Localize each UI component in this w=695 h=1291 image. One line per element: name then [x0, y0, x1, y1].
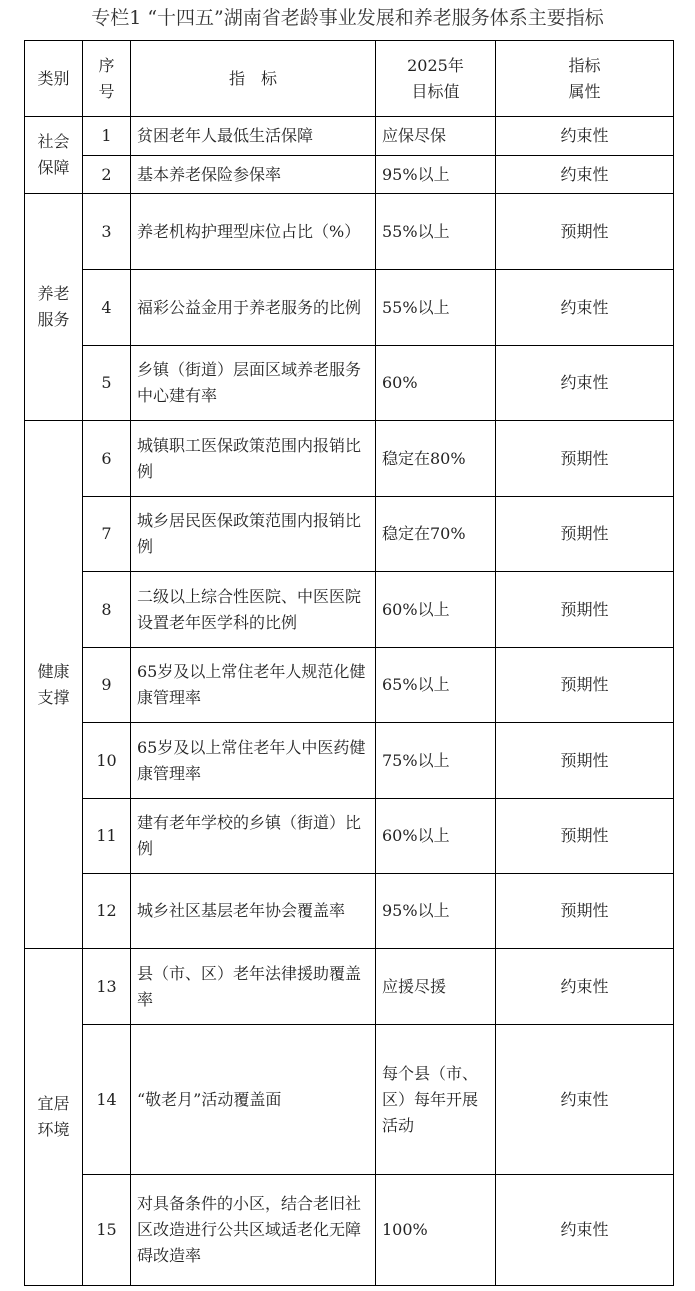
row-attr: 约束性 — [496, 117, 674, 156]
row-target: 稳定在80% — [376, 421, 496, 497]
row-target: 应援尽援 — [376, 949, 496, 1025]
category-cell — [25, 421, 83, 949]
category-line2: 环境 — [37, 1120, 70, 1139]
table-row — [25, 949, 674, 1025]
header-attr — [496, 41, 674, 117]
header-no — [83, 41, 131, 117]
header-attr-line2: 属性 — [568, 81, 601, 101]
header-category-text: 类别 — [37, 68, 70, 88]
page-title: 专栏1 “十四五”湖南省老龄事业发展和养老服务体系主要指标 — [91, 7, 604, 29]
row-attr: 预期性 — [496, 421, 674, 497]
row-target: 55%以上 — [376, 270, 496, 346]
row-no: 2 — [83, 156, 131, 194]
row-target: 每个县（市、区）每年开展活动 — [376, 1025, 496, 1175]
row-target: 应保尽保 — [376, 117, 496, 156]
category-line1: 宜居 — [37, 1094, 70, 1113]
category-cell — [25, 949, 83, 1286]
category-line2: 服务 — [37, 310, 70, 329]
row-no: 8 — [83, 572, 131, 648]
table-row — [25, 723, 674, 799]
row-attr: 约束性 — [496, 1175, 674, 1286]
header-target — [376, 41, 496, 117]
header-target-line2: 目标值 — [411, 81, 460, 101]
table-row — [25, 117, 674, 156]
row-indicator: 城镇职工医保政策范围内报销比例 — [131, 421, 376, 497]
row-indicator: 城乡社区基层老年协会覆盖率 — [131, 874, 376, 949]
row-no: 4 — [83, 270, 131, 346]
category-cell — [25, 117, 83, 194]
table-row — [25, 1175, 674, 1286]
row-target: 100% — [376, 1175, 496, 1286]
row-no: 11 — [83, 799, 131, 874]
row-attr: 预期性 — [496, 648, 674, 723]
table-row — [25, 194, 674, 270]
row-target: 60% — [376, 346, 496, 421]
row-attr: 预期性 — [496, 572, 674, 648]
header-no-line1: 序 — [98, 55, 115, 75]
row-attr: 预期性 — [496, 194, 674, 270]
row-no: 10 — [83, 723, 131, 799]
row-indicator: 城乡居民医保政策范围内报销比例 — [131, 497, 376, 572]
row-target: 95%以上 — [376, 156, 496, 194]
row-attr: 约束性 — [496, 270, 674, 346]
row-indicator: “敬老月”活动覆盖面 — [131, 1025, 376, 1175]
header-row — [25, 41, 674, 117]
row-indicator: 县（市、区）老年法律援助覆盖率 — [131, 949, 376, 1025]
row-no: 13 — [83, 949, 131, 1025]
category-line1: 社会 — [37, 132, 70, 151]
row-indicator: 贫困老年人最低生活保障 — [131, 117, 376, 156]
row-indicator: 65岁及以上常住老年人中医药健康管理率 — [131, 723, 376, 799]
row-attr: 约束性 — [496, 346, 674, 421]
row-indicator: 65岁及以上常住老年人规范化健康管理率 — [131, 648, 376, 723]
row-attr: 预期性 — [496, 874, 674, 949]
header-no-line2: 号 — [98, 81, 115, 101]
row-attr: 约束性 — [496, 1025, 674, 1175]
row-no: 9 — [83, 648, 131, 723]
table-row — [25, 421, 674, 497]
table-row — [25, 270, 674, 346]
row-indicator: 对具备条件的小区，结合老旧社区改造进行公共区域适老化无障碍改造率 — [131, 1175, 376, 1286]
table-row — [25, 799, 674, 874]
row-no: 12 — [83, 874, 131, 949]
row-target: 95%以上 — [376, 874, 496, 949]
table-row — [25, 1025, 674, 1175]
table-row — [25, 156, 674, 194]
header-target-line1: 2025年 — [407, 55, 464, 75]
row-attr: 约束性 — [496, 156, 674, 194]
table-row — [25, 572, 674, 648]
row-indicator: 养老机构护理型床位占比（%） — [131, 194, 376, 270]
row-indicator: 二级以上综合性医院、中医医院设置老年医学科的比例 — [131, 572, 376, 648]
row-indicator: 基本养老保险参保率 — [131, 156, 376, 194]
row-indicator: 福彩公益金用于养老服务的比例 — [131, 270, 376, 346]
row-target: 稳定在70% — [376, 497, 496, 572]
category-cell — [25, 194, 83, 421]
row-no: 7 — [83, 497, 131, 572]
table-row — [25, 346, 674, 421]
header-indicator: 指 标 — [131, 41, 376, 117]
row-indicator: 乡镇（街道）层面区域养老服务中心建有率 — [131, 346, 376, 421]
row-attr: 预期性 — [496, 723, 674, 799]
header-attr-line1: 指标 — [568, 55, 601, 75]
row-target: 55%以上 — [376, 194, 496, 270]
category-line1: 养老 — [37, 284, 70, 303]
table-row — [25, 648, 674, 723]
row-no: 14 — [83, 1025, 131, 1175]
row-target: 60%以上 — [376, 572, 496, 648]
indicator-table — [24, 40, 674, 1286]
row-no: 1 — [83, 117, 131, 156]
row-target: 60%以上 — [376, 799, 496, 874]
table-row — [25, 497, 674, 572]
row-indicator: 建有老年学校的乡镇（街道）比例 — [131, 799, 376, 874]
row-no: 5 — [83, 346, 131, 421]
row-no: 3 — [83, 194, 131, 270]
category-line2: 保障 — [37, 158, 70, 177]
header-category — [25, 41, 83, 117]
table-row — [25, 874, 674, 949]
row-no: 6 — [83, 421, 131, 497]
category-line1: 健康 — [37, 661, 70, 681]
row-attr: 约束性 — [496, 949, 674, 1025]
category-line2: 支撑 — [37, 687, 70, 707]
row-attr: 预期性 — [496, 497, 674, 572]
row-target: 65%以上 — [376, 648, 496, 723]
row-target: 75%以上 — [376, 723, 496, 799]
row-no: 15 — [83, 1175, 131, 1286]
row-attr: 预期性 — [496, 799, 674, 874]
